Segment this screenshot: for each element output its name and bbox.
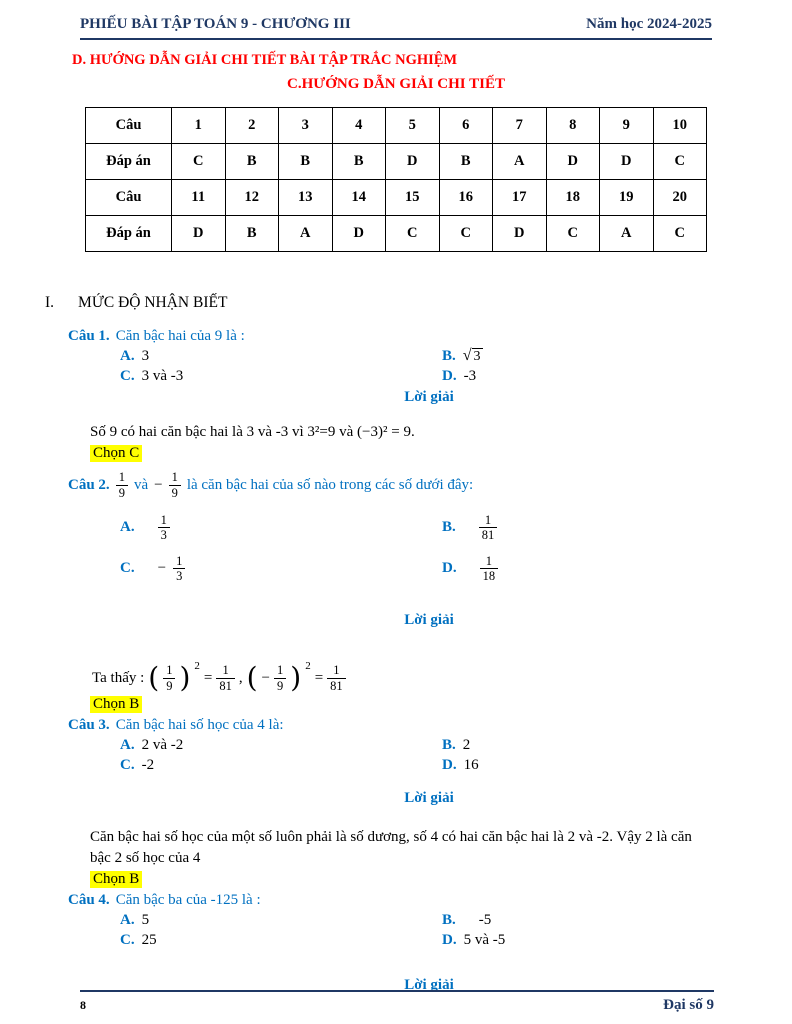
answer-choice: Chọn B bbox=[90, 871, 142, 888]
doc-title: PHIẾU BÀI TẬP TOÁN 9 - CHƯƠNG III bbox=[80, 16, 351, 32]
left-paren: ( bbox=[148, 661, 160, 694]
table-cell: 8 bbox=[546, 108, 600, 144]
table-cell: C bbox=[439, 216, 493, 252]
question-2-label: Câu 2. bbox=[68, 477, 110, 493]
fraction bbox=[173, 554, 185, 585]
option-a-letter: A. bbox=[120, 348, 135, 364]
q2-options-row-2 bbox=[80, 550, 712, 588]
question-3-solution: Căn bậc hai số học của một số luôn phải là số dương, số 4 có hai căn bậc hai là 2 và -2. Vậy 2 là căn bậc 2 số học của 4 bbox=[90, 829, 692, 866]
option-d-letter: D. bbox=[442, 757, 457, 774]
q3-answer-line bbox=[90, 871, 712, 888]
table-row-label: Câu bbox=[86, 180, 172, 216]
page-header bbox=[80, 16, 712, 40]
q4-option-b bbox=[442, 912, 491, 929]
question-2-mid: và bbox=[133, 477, 149, 493]
fraction bbox=[327, 663, 346, 694]
table-cell: 20 bbox=[653, 180, 707, 216]
table-cell: B bbox=[439, 144, 493, 180]
q4-options-row-1 bbox=[80, 912, 712, 929]
q3-option-a bbox=[120, 737, 442, 754]
question-4 bbox=[68, 891, 712, 994]
table-cell: 3 bbox=[279, 108, 333, 144]
q2-answer-line bbox=[90, 696, 712, 713]
radicand: 3 bbox=[473, 349, 481, 364]
table-row-label: Đáp án bbox=[86, 144, 172, 180]
option-b-letter: B. bbox=[442, 911, 456, 928]
option-c-letter: C. bbox=[120, 931, 135, 948]
table-cell: 11 bbox=[172, 180, 226, 216]
q1-options-row-2 bbox=[80, 368, 712, 385]
footer-title: Đại số 9 bbox=[663, 997, 714, 1013]
option-b-letter: B. bbox=[442, 519, 456, 536]
table-cell: 14 bbox=[332, 180, 386, 216]
table-cell: 4 bbox=[332, 108, 386, 144]
q4-options-row-2 bbox=[80, 932, 712, 949]
section-d-heading: D. HƯỚNG DẪN GIẢI CHI TIẾT BÀI TẬP TRẮC NGHIỆM bbox=[72, 52, 458, 68]
section-title: MỨC ĐỘ NHẬN BIẾT bbox=[78, 294, 228, 311]
fraction bbox=[274, 663, 286, 694]
radical-icon: √ bbox=[462, 347, 472, 364]
question-3 bbox=[68, 717, 712, 888]
option-b-letter: B. bbox=[442, 348, 456, 364]
sqrt-expression bbox=[463, 348, 483, 365]
answer-key-table bbox=[85, 107, 707, 252]
option-c-value: 3 và -3 bbox=[141, 368, 184, 384]
minus-sign: − bbox=[154, 477, 163, 493]
fraction-numerator: 1 bbox=[333, 662, 340, 677]
option-d-value: 5 và -5 bbox=[463, 931, 506, 948]
page-footer bbox=[80, 990, 714, 1014]
q3-option-d bbox=[442, 757, 479, 774]
fraction-numerator: 1 bbox=[484, 512, 492, 527]
table-cell: D bbox=[600, 144, 654, 180]
section-c-heading: C.HƯỚNG DẪN GIẢI CHI TIẾT bbox=[287, 76, 505, 92]
fraction bbox=[163, 663, 175, 694]
table-cell: 2 bbox=[225, 108, 279, 144]
option-d-value: -3 bbox=[463, 368, 477, 384]
q1-option-a bbox=[120, 348, 442, 365]
option-b-value: 2 bbox=[462, 737, 471, 754]
q4-option-a bbox=[120, 912, 442, 929]
table-row-label: Câu bbox=[86, 108, 172, 144]
question-2-text: là căn bậc hai của số nào trong các số dưới đây: bbox=[186, 477, 474, 493]
table-cell: D bbox=[172, 216, 226, 252]
option-a-letter: A. bbox=[120, 911, 135, 928]
right-paren: ) bbox=[179, 661, 191, 694]
answer-table-row bbox=[86, 144, 707, 180]
q2-option-c bbox=[120, 550, 442, 588]
fraction bbox=[116, 470, 128, 501]
question-3-label: Câu 3. bbox=[68, 717, 110, 734]
q3-option-c bbox=[120, 757, 442, 774]
question-1 bbox=[68, 328, 712, 462]
table-cell: C bbox=[653, 144, 707, 180]
answer-table-row bbox=[86, 108, 707, 144]
table-cell: 15 bbox=[386, 180, 440, 216]
q4-option-d bbox=[442, 932, 505, 949]
table-cell: B bbox=[225, 216, 279, 252]
question-1-label: Câu 1. bbox=[68, 328, 110, 344]
fraction-denominator: 9 bbox=[116, 485, 128, 501]
fraction bbox=[479, 513, 498, 544]
minus-sign: − bbox=[261, 669, 271, 686]
answer-table-row bbox=[86, 216, 707, 252]
table-cell: D bbox=[386, 144, 440, 180]
option-c-letter: C. bbox=[120, 368, 135, 384]
table-cell: 18 bbox=[546, 180, 600, 216]
table-cell: 10 bbox=[653, 108, 707, 144]
table-cell: A bbox=[600, 216, 654, 252]
option-a-value: 3 bbox=[141, 348, 150, 364]
option-a-value: 5 bbox=[141, 911, 150, 928]
option-a-letter: A. bbox=[120, 737, 135, 754]
fraction-numerator: 1 bbox=[118, 470, 125, 485]
option-c-value: -2 bbox=[141, 757, 155, 774]
q2-options-row-1 bbox=[80, 509, 712, 547]
fraction-numerator: 1 bbox=[485, 553, 492, 568]
q2-option-b bbox=[442, 509, 497, 547]
q1-option-d bbox=[442, 368, 476, 385]
table-cell: C bbox=[546, 216, 600, 252]
question-4-text: Căn bậc ba của -125 là : bbox=[115, 891, 261, 908]
table-cell: B bbox=[279, 144, 333, 180]
question-2-solution bbox=[92, 660, 712, 694]
left-paren: ( bbox=[246, 661, 258, 694]
table-row-label: Đáp án bbox=[86, 216, 172, 252]
fraction-denominator: 9 bbox=[163, 678, 175, 694]
table-cell: 6 bbox=[439, 108, 493, 144]
equals-sign: = bbox=[203, 669, 213, 686]
table-cell: 12 bbox=[225, 180, 279, 216]
option-a-letter: A. bbox=[120, 519, 135, 536]
q3-options-row-2 bbox=[80, 757, 712, 774]
q1-option-c bbox=[120, 368, 442, 385]
table-cell: A bbox=[493, 144, 547, 180]
table-cell: 13 bbox=[279, 180, 333, 216]
fraction bbox=[158, 513, 170, 544]
minus-sign: − bbox=[157, 560, 167, 577]
fraction bbox=[169, 470, 181, 501]
q4-option-c bbox=[120, 932, 442, 949]
table-cell: 17 bbox=[493, 180, 547, 216]
option-d-letter: D. bbox=[442, 368, 457, 384]
table-cell: 7 bbox=[493, 108, 547, 144]
exponent: 2 bbox=[305, 660, 311, 672]
fraction-numerator: 1 bbox=[171, 470, 178, 485]
option-d-letter: D. bbox=[442, 560, 457, 577]
school-year: Năm học 2024-2025 bbox=[586, 16, 712, 32]
question-1-solution: Số 9 có hai căn bậc hai là 3 và -3 vì 3²=9 và (−3)² = 9. bbox=[90, 424, 415, 440]
table-cell: 16 bbox=[439, 180, 493, 216]
answer-table-row bbox=[86, 180, 707, 216]
solution-heading: Lời giải bbox=[404, 790, 454, 807]
fraction bbox=[216, 663, 235, 694]
solution-heading: Lời giải bbox=[404, 611, 454, 628]
table-cell: D bbox=[493, 216, 547, 252]
option-c-letter: C. bbox=[120, 757, 135, 774]
fraction-denominator: 9 bbox=[169, 485, 181, 501]
table-cell: B bbox=[332, 144, 386, 180]
fraction-denominator: 9 bbox=[274, 678, 286, 694]
answer-choice: Chọn B bbox=[90, 696, 142, 713]
table-cell: 9 bbox=[600, 108, 654, 144]
table-cell: A bbox=[279, 216, 333, 252]
table-cell: D bbox=[332, 216, 386, 252]
right-paren: ) bbox=[290, 661, 302, 694]
fraction-numerator: 1 bbox=[277, 662, 284, 677]
equals-sign: = bbox=[314, 669, 324, 686]
q1-option-b bbox=[442, 348, 483, 365]
q1-answer-line bbox=[90, 445, 712, 462]
q3-options-row-1 bbox=[80, 737, 712, 754]
fraction-denominator: 81 bbox=[327, 678, 346, 694]
option-b-letter: B. bbox=[442, 737, 456, 754]
option-b-value: -5 bbox=[478, 911, 492, 928]
solution-heading: Lời giải bbox=[404, 976, 454, 993]
option-c-value: 25 bbox=[141, 931, 157, 948]
q2-option-d bbox=[442, 550, 498, 588]
page-number: 8 bbox=[80, 998, 86, 1012]
solution-intro: Ta thấy : bbox=[92, 669, 145, 686]
table-cell: C bbox=[386, 216, 440, 252]
answer-choice: Chọn C bbox=[90, 445, 142, 462]
fraction-denominator: 3 bbox=[158, 527, 170, 543]
question-2 bbox=[68, 470, 712, 713]
comma: , bbox=[238, 669, 243, 686]
section-1-heading bbox=[45, 294, 712, 312]
fraction bbox=[480, 554, 499, 585]
fraction-numerator: 1 bbox=[176, 553, 183, 568]
fraction-numerator: 1 bbox=[222, 662, 229, 677]
option-d-letter: D. bbox=[442, 931, 457, 948]
table-cell: D bbox=[546, 144, 600, 180]
option-a-value: 2 và -2 bbox=[141, 737, 184, 754]
section-numeral: I. bbox=[45, 294, 55, 311]
option-c-letter: C. bbox=[120, 560, 135, 577]
table-cell: 5 bbox=[386, 108, 440, 144]
table-cell: C bbox=[653, 216, 707, 252]
q3-option-b bbox=[442, 737, 470, 754]
question-1-text: Căn bậc hai của 9 là : bbox=[115, 328, 245, 344]
exponent: 2 bbox=[194, 660, 200, 672]
fraction-denominator: 18 bbox=[480, 568, 499, 584]
fraction-numerator: 1 bbox=[160, 512, 167, 527]
fraction-denominator: 3 bbox=[173, 568, 185, 584]
q1-options-row-1 bbox=[80, 348, 712, 365]
table-cell: 1 bbox=[172, 108, 226, 144]
solution-heading: Lời giải bbox=[404, 389, 454, 405]
table-cell: B bbox=[225, 144, 279, 180]
fraction-denominator: 81 bbox=[216, 678, 235, 694]
fraction-numerator: 1 bbox=[166, 662, 173, 677]
fraction-denominator: 81 bbox=[479, 527, 498, 543]
question-4-label: Câu 4. bbox=[68, 891, 110, 908]
question-3-text: Căn bậc hai số học của 4 là: bbox=[115, 717, 284, 734]
option-d-value: 16 bbox=[463, 757, 479, 774]
q2-option-a bbox=[120, 509, 442, 547]
table-cell: 19 bbox=[600, 180, 654, 216]
table-cell: C bbox=[172, 144, 226, 180]
